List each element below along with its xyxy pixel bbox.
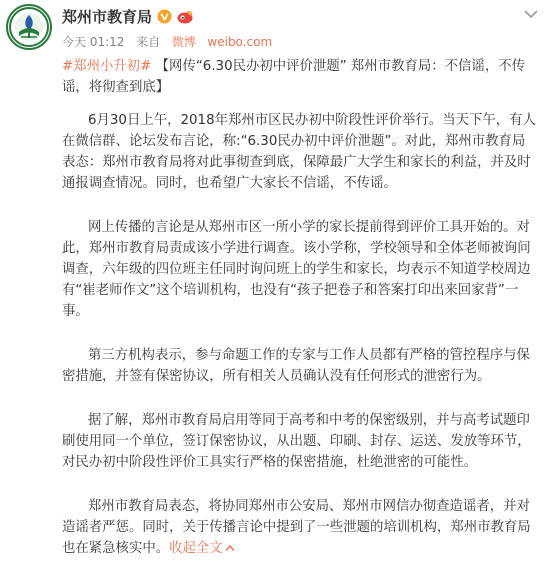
member-icon[interactable] [176,9,194,24]
post-body [62,56,536,582]
headline-text: 【网传“6.30民办初中评价泄题” 郑州市教育局：不信谣，不传谣，将彻查到底】 [62,59,525,95]
chevron-up-icon [225,543,235,553]
name-row [62,6,194,26]
post-header [0,0,550,56]
collapse-button[interactable] [169,541,235,556]
account-name[interactable]: 郑州市教育局 [62,7,153,26]
post-meta [62,33,272,50]
paragraph: 据了解，郑州市教育局启用等同于高考和中考的保密级别，并与高考试题印刷使用同一个单位，签订保密协议，从出题、印刷、封存、运送、发放等环节，对民办初中阶段性评价工具实行严格的保密措施，杜绝泄密的可能性。 [62,413,531,470]
paragraph-text: 郑州市教育局表态，将协同郑州市公安局、郑州市网信办彻查造谣者，并对造谣者严惩。同时，关于传播言论中提到了一些泄题的培训机构，郑州市教育局也在紧急核实中。 [62,499,531,556]
post-time[interactable]: 今天 01:12 [62,35,125,49]
source-prefix: 来自 [136,35,161,49]
paragraph: 6月30日上午，2018年郑州市区民办初中阶段性评价举行。当天下午，有人在微信群、论坛发布言论，称:“6.30民办初中评价泄题”。对此，郑州市教育局表态：郑州市教育局将对此事彻查到底，保障最广大学生和家长的利益，并及时通报调查情况。同时，也希望广大家长不信谣，不传谣。 [62,113,536,191]
paragraph: 网上传播的言论是从郑州市区一所小学的家长提前得到评价工具开始的。对此，郑州市教育局责成该小学进行调查。该小学称，学校领导和全体老师被询问调查，六年级的四位班主任同时询问班上的学生和家长，均表示不知道学校周边有“崔老师作文”这个培训机构，也没有“孩子把卷子和答案打印出来回家背”一事。 [62,220,531,319]
post-headline [62,56,536,98]
source-name[interactable]: 微博 [171,35,196,49]
collapse-label: 收起全文 [169,541,223,556]
source-site[interactable]: weibo.com [207,35,273,49]
avatar-logo-icon [8,6,50,48]
verified-icon [157,9,172,24]
avatar[interactable] [6,4,52,50]
last-paragraph [62,496,536,559]
topic-link[interactable]: #郑州小升初# [62,59,152,74]
chevron-down-icon[interactable] [524,10,538,19]
paragraph: 第三方机构表示，参与命题工作的专家与工作人员都有严格的管控程序与保密措施，并签有保密协议，所有相关人员确认没有任何形式的泄密行为。 [62,348,530,384]
